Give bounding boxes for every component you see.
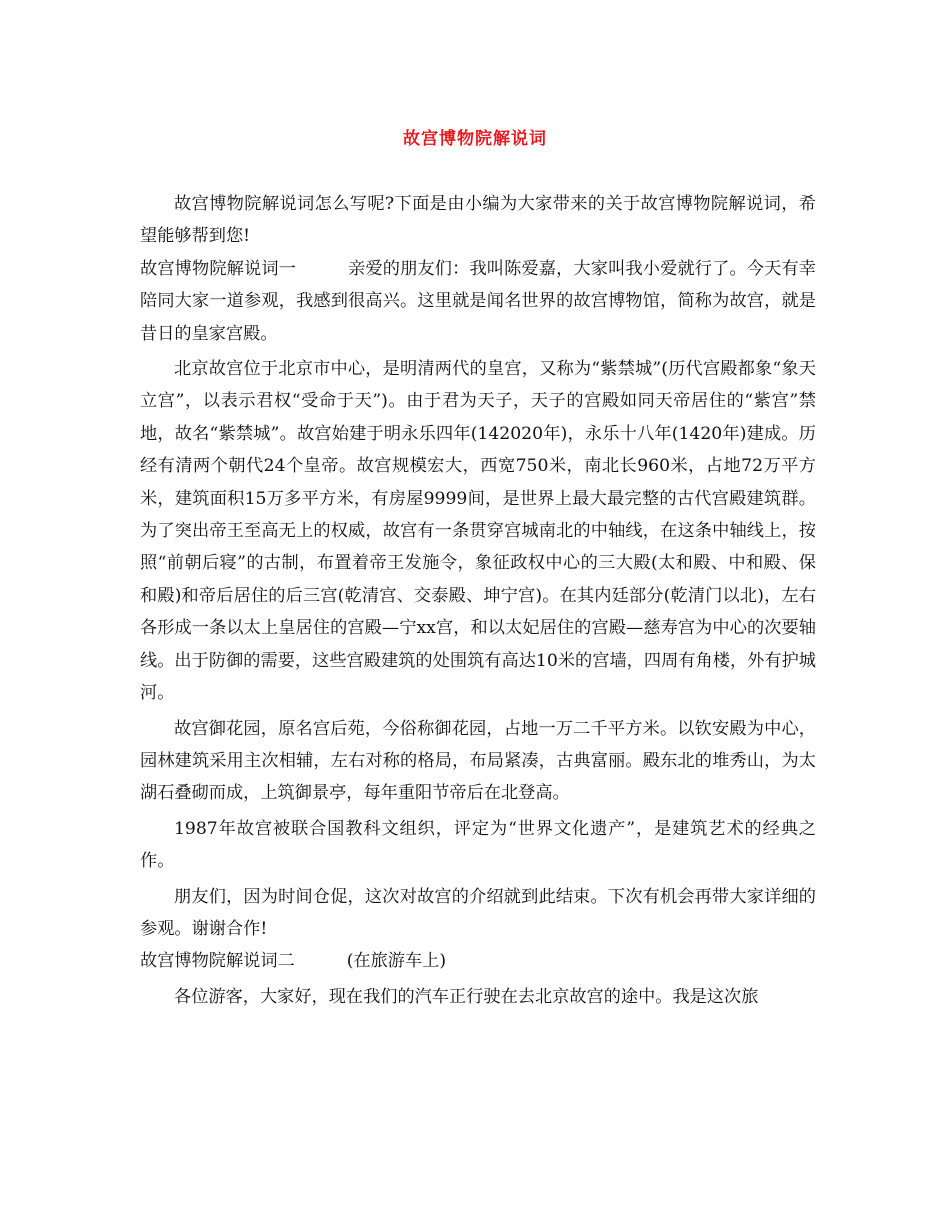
section2-heading-line xyxy=(140,945,816,977)
paragraph-closing: 朋友们，因为时间仓促，这次对故宫的介绍就到此结束。下次有机会再带大家详细的参观。谢谢合作! xyxy=(140,886,816,939)
document-title: 故宫博物院解说词 xyxy=(403,129,547,149)
intro-paragraph: 故宫博物院解说词怎么写呢?下面是由小编为大家带来的关于故宫博物院解说词，希望能够帮到您! xyxy=(140,194,816,247)
section2-heading: 故宫博物院解说词二 xyxy=(140,951,295,972)
section1-paragraph xyxy=(140,253,816,350)
section1-first-text: 亲爱的朋友们：我叫陈爱嘉，大家叫我小爱就行了。今天有幸陪同大家一道参观，我感到很高兴。这里就是闻名世界的故宫博物馆，简称为故宫，就是昔日的皇家宫殿。 xyxy=(140,258,816,344)
paragraph-heritage: 1987年故宫被联合国教科文组织，评定为“世界文化遗产”，是建筑艺术的经典之作。 xyxy=(140,818,816,872)
paragraph-garden: 故宫御花园，原名宫后苑，今俗称御花园，占地一万二千平方米。以钦安殿为中心，园林建筑采用主次相辅，左右对称的格局，布局紧凑，古典富丽。殿东北的堆秀山，为太湖石叠砌而成，上筑御景亭，每年重阳节帝后在北登高。 xyxy=(140,718,816,804)
section1-heading: 故宫博物院解说词一 xyxy=(140,258,296,279)
paragraph-history: 北京故宫位于北京市中心，是明清两代的皇宫，又称为“紫禁城”(历代宫殿都象“象天立宫”，以表示君权“受命于天”)。由于君为天子，天子的宫殿如同天帝居住的“紫宫”禁地，故名“紫禁城”。故宫始建于明永乐四年(142020年)，永乐十八年(1420年)建成。历经有清两个朝代24个皇帝。故宫规模宏大，西宽750米，南北长960米，占地72万平方米，建筑面积15万多平方米，有房屋9999间，是世界上最大最完整的古代宫殿建筑群。为了突出帝王至高无上的权威，故宫有一条贯穿宫城南北的中轴线，在这条中轴线上，按照“前朝后寝”的古制，布置着帝王发施令，象征政权中心的三大殿(太和殿、中和殿、保和殿)和帝后居住的后三宫(乾清宫、交泰殿、坤宁宫)。在其内廷部分(乾清门以北)，左右各形成一条以太上皇居住的宫殿—宁xx宫，和以太妃居住的宫殿—慈寿宫为中心的次要轴线。出于防御的需要，这些宫殿建筑的处围筑有高达10米的宫墙，四周有角楼，外有护城河。 xyxy=(140,359,816,704)
document-body xyxy=(140,188,816,1013)
paragraph-bus-intro: 各位游客，大家好，现在我们的汽车正行驶在去北京故宫的途中。我是这次旅 xyxy=(174,986,759,1007)
section2-note: (在旅游车上) xyxy=(346,951,447,972)
